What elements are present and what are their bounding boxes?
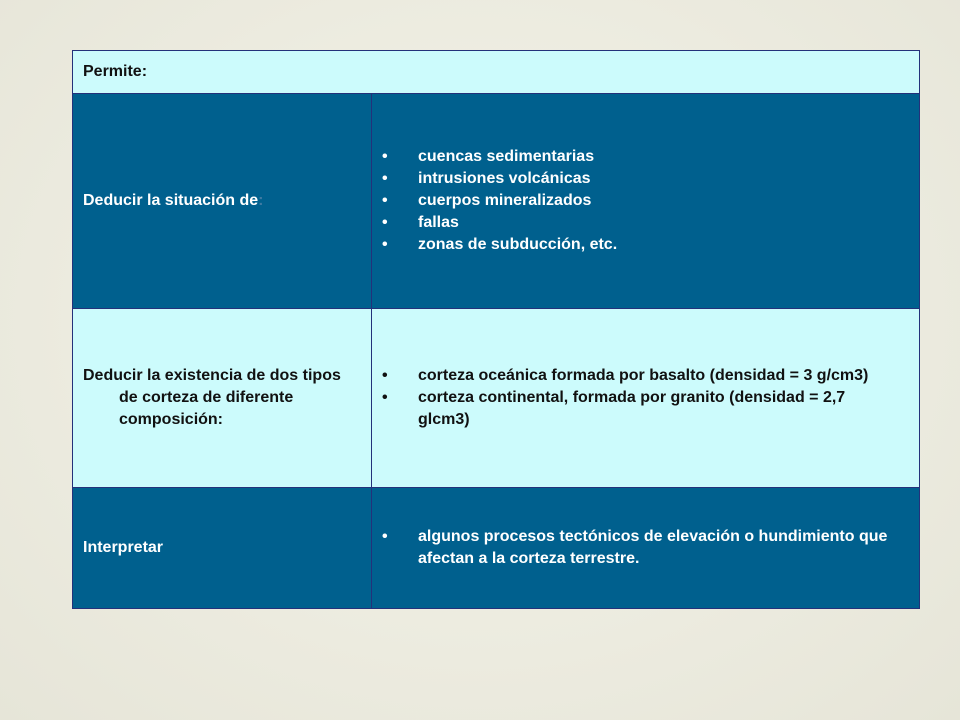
bullet-list	[372, 526, 919, 570]
bullet-list	[372, 146, 919, 256]
header-label: Permite:	[83, 63, 148, 80]
table-row	[73, 94, 920, 309]
row-label-cell	[73, 94, 372, 309]
row-items-cell	[372, 94, 920, 309]
table-header-row	[73, 51, 920, 94]
row-label: Deducir la situación de:	[83, 192, 264, 209]
list-item: • algunos procesos tectónicos de elevación o hundimiento que afectan a la corteza terrestre.	[382, 526, 899, 570]
table-row	[73, 488, 920, 609]
header-cell	[73, 51, 920, 94]
list-item: • cuerpos mineralizados	[382, 190, 899, 212]
row-label-cell	[73, 309, 372, 488]
permite-table	[72, 50, 920, 609]
row-items-cell	[372, 488, 920, 609]
list-item: • zonas de subducción, etc.	[382, 234, 899, 256]
list-item: • corteza oceánica formada por basalto (densidad = 3 g/cm3)	[382, 365, 899, 387]
row-label: Deducir la existencia de dos tipos de corteza de diferente composición:	[83, 367, 341, 428]
list-item: • cuencas sedimentarias	[382, 146, 899, 168]
table-row	[73, 309, 920, 488]
row-label-cell	[73, 488, 372, 609]
bullet-list	[372, 365, 919, 431]
row-items-cell	[372, 309, 920, 488]
list-item: • intrusiones volcánicas	[382, 168, 899, 190]
list-item: • fallas	[382, 212, 899, 234]
list-item: • corteza continental, formada por granito (densidad = 2,7 glcm3)	[382, 387, 899, 431]
row-label: Interpretar	[83, 539, 164, 556]
